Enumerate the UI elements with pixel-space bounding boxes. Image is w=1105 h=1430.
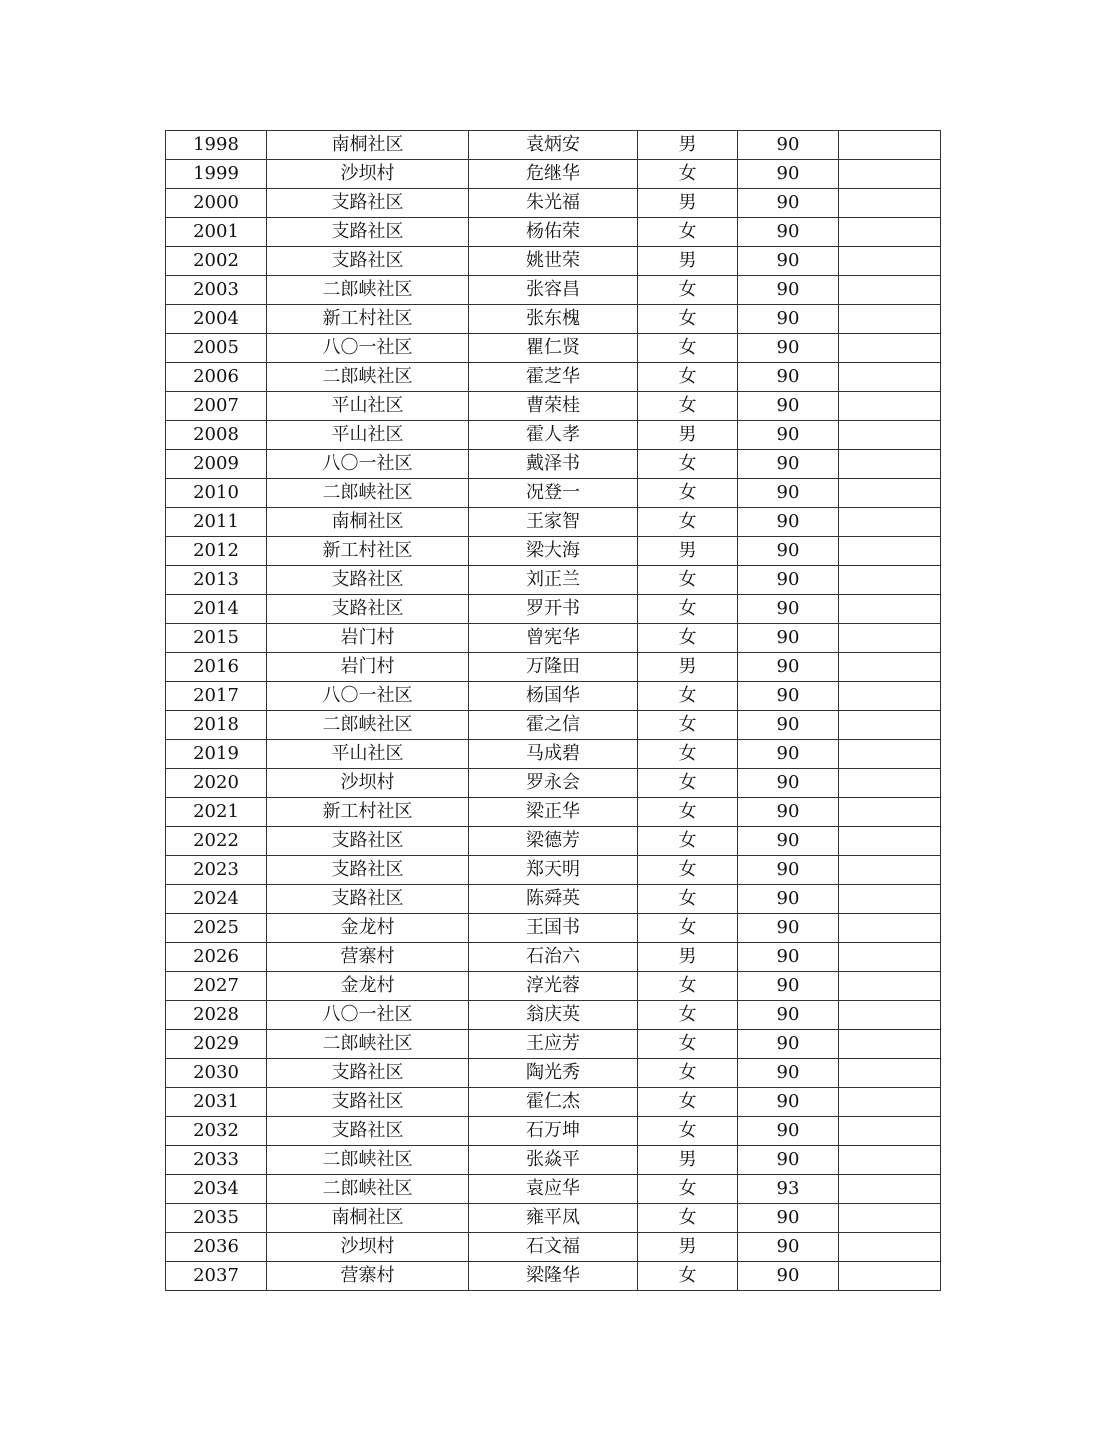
cell-community: 新工村社区 bbox=[267, 798, 469, 827]
cell-gender: 女 bbox=[638, 1059, 738, 1088]
cell-remark bbox=[839, 798, 941, 827]
cell-name: 万隆田 bbox=[469, 653, 638, 682]
cell-community: 沙坝村 bbox=[267, 1233, 469, 1262]
cell-age: 90 bbox=[738, 218, 839, 247]
cell-number: 2002 bbox=[166, 247, 267, 276]
cell-community: 二郎峡社区 bbox=[267, 1146, 469, 1175]
cell-number: 2031 bbox=[166, 1088, 267, 1117]
cell-remark bbox=[839, 189, 941, 218]
cell-age: 90 bbox=[738, 566, 839, 595]
cell-age: 90 bbox=[738, 392, 839, 421]
table-row bbox=[166, 421, 941, 450]
cell-name: 梁正华 bbox=[469, 798, 638, 827]
cell-name: 张东槐 bbox=[469, 305, 638, 334]
cell-name: 梁大海 bbox=[469, 537, 638, 566]
cell-gender: 女 bbox=[638, 479, 738, 508]
cell-age: 90 bbox=[738, 537, 839, 566]
cell-gender: 女 bbox=[638, 1117, 738, 1146]
cell-remark bbox=[839, 421, 941, 450]
cell-name: 石万坤 bbox=[469, 1117, 638, 1146]
cell-name: 石文福 bbox=[469, 1233, 638, 1262]
cell-remark bbox=[839, 247, 941, 276]
cell-community: 支路社区 bbox=[267, 1059, 469, 1088]
cell-gender: 女 bbox=[638, 363, 738, 392]
table-row bbox=[166, 189, 941, 218]
table-row bbox=[166, 1175, 941, 1204]
cell-age: 90 bbox=[738, 247, 839, 276]
cell-number: 2005 bbox=[166, 334, 267, 363]
cell-remark bbox=[839, 769, 941, 798]
cell-community: 岩门村 bbox=[267, 653, 469, 682]
cell-name: 杨佑荣 bbox=[469, 218, 638, 247]
cell-age: 90 bbox=[738, 943, 839, 972]
cell-number: 2010 bbox=[166, 479, 267, 508]
cell-name: 王应芳 bbox=[469, 1030, 638, 1059]
cell-gender: 女 bbox=[638, 856, 738, 885]
cell-age: 90 bbox=[738, 682, 839, 711]
cell-number: 2032 bbox=[166, 1117, 267, 1146]
cell-age: 90 bbox=[738, 885, 839, 914]
cell-name: 霍人孝 bbox=[469, 421, 638, 450]
cell-remark bbox=[839, 131, 941, 160]
table-row bbox=[166, 972, 941, 1001]
cell-number: 2034 bbox=[166, 1175, 267, 1204]
cell-number: 2014 bbox=[166, 595, 267, 624]
cell-remark bbox=[839, 392, 941, 421]
table-row bbox=[166, 1146, 941, 1175]
cell-remark bbox=[839, 943, 941, 972]
cell-remark bbox=[839, 1146, 941, 1175]
cell-remark bbox=[839, 363, 941, 392]
cell-gender: 男 bbox=[638, 1233, 738, 1262]
cell-age: 90 bbox=[738, 595, 839, 624]
cell-number: 2035 bbox=[166, 1204, 267, 1233]
cell-name: 淳光蓉 bbox=[469, 972, 638, 1001]
table-row bbox=[166, 711, 941, 740]
table-row bbox=[166, 682, 941, 711]
cell-age: 90 bbox=[738, 160, 839, 189]
cell-gender: 女 bbox=[638, 1001, 738, 1030]
cell-gender: 男 bbox=[638, 537, 738, 566]
cell-number: 2033 bbox=[166, 1146, 267, 1175]
cell-number: 2020 bbox=[166, 769, 267, 798]
cell-gender: 男 bbox=[638, 1146, 738, 1175]
cell-number: 2001 bbox=[166, 218, 267, 247]
cell-gender: 女 bbox=[638, 769, 738, 798]
table-row bbox=[166, 1233, 941, 1262]
cell-community: 八〇一社区 bbox=[267, 334, 469, 363]
cell-remark bbox=[839, 334, 941, 363]
cell-age: 90 bbox=[738, 653, 839, 682]
cell-gender: 女 bbox=[638, 972, 738, 1001]
cell-name: 雍平凤 bbox=[469, 1204, 638, 1233]
cell-number: 2022 bbox=[166, 827, 267, 856]
cell-number: 2012 bbox=[166, 537, 267, 566]
cell-number: 1998 bbox=[166, 131, 267, 160]
cell-number: 2036 bbox=[166, 1233, 267, 1262]
cell-age: 90 bbox=[738, 334, 839, 363]
cell-age: 90 bbox=[738, 189, 839, 218]
cell-community: 支路社区 bbox=[267, 1088, 469, 1117]
cell-gender: 女 bbox=[638, 1030, 738, 1059]
cell-community: 二郎峡社区 bbox=[267, 479, 469, 508]
table-row bbox=[166, 740, 941, 769]
cell-number: 2023 bbox=[166, 856, 267, 885]
cell-community: 平山社区 bbox=[267, 740, 469, 769]
cell-remark bbox=[839, 827, 941, 856]
cell-age: 90 bbox=[738, 1117, 839, 1146]
cell-age: 90 bbox=[738, 131, 839, 160]
table-row bbox=[166, 653, 941, 682]
cell-number: 2011 bbox=[166, 508, 267, 537]
cell-remark bbox=[839, 450, 941, 479]
cell-community: 八〇一社区 bbox=[267, 682, 469, 711]
cell-gender: 女 bbox=[638, 1204, 738, 1233]
table-row bbox=[166, 276, 941, 305]
table-row bbox=[166, 827, 941, 856]
cell-age: 90 bbox=[738, 769, 839, 798]
table-row bbox=[166, 856, 941, 885]
cell-community: 沙坝村 bbox=[267, 160, 469, 189]
cell-community: 二郎峡社区 bbox=[267, 363, 469, 392]
cell-remark bbox=[839, 305, 941, 334]
table-row bbox=[166, 160, 941, 189]
cell-community: 平山社区 bbox=[267, 392, 469, 421]
table-row bbox=[166, 247, 941, 276]
table-row bbox=[166, 131, 941, 160]
cell-name: 郑天明 bbox=[469, 856, 638, 885]
cell-number: 2000 bbox=[166, 189, 267, 218]
cell-gender: 女 bbox=[638, 1088, 738, 1117]
cell-gender: 女 bbox=[638, 914, 738, 943]
cell-name: 王家智 bbox=[469, 508, 638, 537]
table-row bbox=[166, 624, 941, 653]
cell-age: 90 bbox=[738, 1030, 839, 1059]
table-row bbox=[166, 1262, 941, 1291]
cell-age: 90 bbox=[738, 1001, 839, 1030]
cell-age: 90 bbox=[738, 914, 839, 943]
cell-remark bbox=[839, 479, 941, 508]
cell-age: 90 bbox=[738, 450, 839, 479]
cell-name: 刘正兰 bbox=[469, 566, 638, 595]
cell-name: 王国书 bbox=[469, 914, 638, 943]
cell-age: 90 bbox=[738, 711, 839, 740]
cell-gender: 女 bbox=[638, 827, 738, 856]
cell-name: 霍之信 bbox=[469, 711, 638, 740]
cell-community: 营寨村 bbox=[267, 943, 469, 972]
cell-remark bbox=[839, 1262, 941, 1291]
cell-community: 南桐社区 bbox=[267, 131, 469, 160]
cell-name: 马成碧 bbox=[469, 740, 638, 769]
table-row bbox=[166, 885, 941, 914]
cell-gender: 女 bbox=[638, 711, 738, 740]
cell-gender: 男 bbox=[638, 421, 738, 450]
cell-remark bbox=[839, 1030, 941, 1059]
cell-age: 93 bbox=[738, 1175, 839, 1204]
cell-number: 2024 bbox=[166, 885, 267, 914]
cell-gender: 女 bbox=[638, 160, 738, 189]
cell-number: 2006 bbox=[166, 363, 267, 392]
cell-age: 90 bbox=[738, 1233, 839, 1262]
cell-number: 2021 bbox=[166, 798, 267, 827]
cell-gender: 女 bbox=[638, 276, 738, 305]
cell-number: 2027 bbox=[166, 972, 267, 1001]
cell-community: 二郎峡社区 bbox=[267, 1030, 469, 1059]
cell-number: 2015 bbox=[166, 624, 267, 653]
table-row bbox=[166, 1204, 941, 1233]
cell-community: 新工村社区 bbox=[267, 305, 469, 334]
cell-number: 2004 bbox=[166, 305, 267, 334]
cell-name: 曹荣桂 bbox=[469, 392, 638, 421]
cell-number: 2025 bbox=[166, 914, 267, 943]
cell-community: 支路社区 bbox=[267, 595, 469, 624]
cell-age: 90 bbox=[738, 276, 839, 305]
cell-age: 90 bbox=[738, 798, 839, 827]
cell-gender: 女 bbox=[638, 798, 738, 827]
cell-name: 陈舜英 bbox=[469, 885, 638, 914]
cell-community: 支路社区 bbox=[267, 189, 469, 218]
cell-remark bbox=[839, 856, 941, 885]
cell-remark bbox=[839, 1088, 941, 1117]
cell-remark bbox=[839, 1175, 941, 1204]
cell-number: 2017 bbox=[166, 682, 267, 711]
cell-community: 支路社区 bbox=[267, 247, 469, 276]
cell-community: 八〇一社区 bbox=[267, 450, 469, 479]
table-row bbox=[166, 1030, 941, 1059]
cell-number: 2003 bbox=[166, 276, 267, 305]
cell-remark bbox=[839, 1204, 941, 1233]
cell-gender: 女 bbox=[638, 682, 738, 711]
cell-number: 2013 bbox=[166, 566, 267, 595]
cell-gender: 女 bbox=[638, 450, 738, 479]
cell-remark bbox=[839, 711, 941, 740]
roster-table bbox=[165, 130, 941, 1291]
cell-gender: 女 bbox=[638, 740, 738, 769]
cell-gender: 女 bbox=[638, 305, 738, 334]
table-row bbox=[166, 1117, 941, 1146]
cell-name: 陶光秀 bbox=[469, 1059, 638, 1088]
table-row bbox=[166, 218, 941, 247]
cell-gender: 女 bbox=[638, 885, 738, 914]
table-row bbox=[166, 1001, 941, 1030]
cell-number: 2018 bbox=[166, 711, 267, 740]
cell-number: 2008 bbox=[166, 421, 267, 450]
cell-name: 瞿仁贤 bbox=[469, 334, 638, 363]
cell-remark bbox=[839, 682, 941, 711]
cell-community: 营寨村 bbox=[267, 1262, 469, 1291]
cell-number: 2030 bbox=[166, 1059, 267, 1088]
cell-number: 2026 bbox=[166, 943, 267, 972]
cell-community: 八〇一社区 bbox=[267, 1001, 469, 1030]
table-row bbox=[166, 769, 941, 798]
cell-remark bbox=[839, 1001, 941, 1030]
cell-remark bbox=[839, 885, 941, 914]
cell-name: 霍仁杰 bbox=[469, 1088, 638, 1117]
cell-remark bbox=[839, 914, 941, 943]
cell-age: 90 bbox=[738, 305, 839, 334]
cell-remark bbox=[839, 276, 941, 305]
cell-name: 梁隆华 bbox=[469, 1262, 638, 1291]
cell-name: 梁德芳 bbox=[469, 827, 638, 856]
cell-community: 新工村社区 bbox=[267, 537, 469, 566]
cell-age: 90 bbox=[738, 363, 839, 392]
cell-remark bbox=[839, 1117, 941, 1146]
table-row bbox=[166, 798, 941, 827]
cell-remark bbox=[839, 1059, 941, 1088]
cell-gender: 女 bbox=[638, 334, 738, 363]
table-row bbox=[166, 537, 941, 566]
cell-name: 危继华 bbox=[469, 160, 638, 189]
cell-name: 罗永会 bbox=[469, 769, 638, 798]
cell-community: 二郎峡社区 bbox=[267, 1175, 469, 1204]
table-row bbox=[166, 479, 941, 508]
table-row bbox=[166, 392, 941, 421]
cell-name: 袁炳安 bbox=[469, 131, 638, 160]
cell-remark bbox=[839, 160, 941, 189]
cell-remark bbox=[839, 972, 941, 1001]
cell-name: 张容昌 bbox=[469, 276, 638, 305]
cell-community: 沙坝村 bbox=[267, 769, 469, 798]
cell-name: 况登一 bbox=[469, 479, 638, 508]
cell-community: 平山社区 bbox=[267, 421, 469, 450]
cell-gender: 男 bbox=[638, 943, 738, 972]
cell-remark bbox=[839, 508, 941, 537]
cell-remark bbox=[839, 218, 941, 247]
table-row bbox=[166, 305, 941, 334]
cell-name: 翁庆英 bbox=[469, 1001, 638, 1030]
cell-community: 金龙村 bbox=[267, 914, 469, 943]
table-row bbox=[166, 334, 941, 363]
cell-name: 张焱平 bbox=[469, 1146, 638, 1175]
cell-age: 90 bbox=[738, 856, 839, 885]
cell-name: 朱光福 bbox=[469, 189, 638, 218]
cell-gender: 女 bbox=[638, 566, 738, 595]
cell-age: 90 bbox=[738, 827, 839, 856]
cell-gender: 女 bbox=[638, 218, 738, 247]
cell-gender: 女 bbox=[638, 1262, 738, 1291]
cell-gender: 女 bbox=[638, 392, 738, 421]
cell-community: 支路社区 bbox=[267, 218, 469, 247]
cell-name: 戴泽书 bbox=[469, 450, 638, 479]
cell-community: 岩门村 bbox=[267, 624, 469, 653]
cell-community: 二郎峡社区 bbox=[267, 276, 469, 305]
cell-age: 90 bbox=[738, 740, 839, 769]
table-row bbox=[166, 508, 941, 537]
cell-age: 90 bbox=[738, 1059, 839, 1088]
cell-name: 曾宪华 bbox=[469, 624, 638, 653]
cell-age: 90 bbox=[738, 421, 839, 450]
cell-age: 90 bbox=[738, 624, 839, 653]
cell-age: 90 bbox=[738, 1146, 839, 1175]
cell-number: 2019 bbox=[166, 740, 267, 769]
cell-gender: 女 bbox=[638, 595, 738, 624]
cell-gender: 女 bbox=[638, 1175, 738, 1204]
cell-name: 杨国华 bbox=[469, 682, 638, 711]
cell-community: 支路社区 bbox=[267, 885, 469, 914]
cell-community: 南桐社区 bbox=[267, 508, 469, 537]
cell-age: 90 bbox=[738, 972, 839, 1001]
table-row bbox=[166, 1088, 941, 1117]
cell-remark bbox=[839, 624, 941, 653]
cell-community: 金龙村 bbox=[267, 972, 469, 1001]
roster-table-body bbox=[166, 131, 941, 1291]
cell-name: 罗开书 bbox=[469, 595, 638, 624]
cell-number: 2028 bbox=[166, 1001, 267, 1030]
table-row bbox=[166, 595, 941, 624]
cell-remark bbox=[839, 595, 941, 624]
cell-age: 90 bbox=[738, 1204, 839, 1233]
cell-community: 支路社区 bbox=[267, 856, 469, 885]
cell-name: 姚世荣 bbox=[469, 247, 638, 276]
cell-number: 2029 bbox=[166, 1030, 267, 1059]
table-row bbox=[166, 1059, 941, 1088]
cell-gender: 女 bbox=[638, 624, 738, 653]
cell-remark bbox=[839, 537, 941, 566]
table-row bbox=[166, 566, 941, 595]
cell-remark bbox=[839, 566, 941, 595]
cell-number: 2007 bbox=[166, 392, 267, 421]
cell-number: 2009 bbox=[166, 450, 267, 479]
table-row bbox=[166, 363, 941, 392]
cell-gender: 男 bbox=[638, 131, 738, 160]
cell-remark bbox=[839, 653, 941, 682]
cell-community: 支路社区 bbox=[267, 1117, 469, 1146]
cell-gender: 男 bbox=[638, 653, 738, 682]
cell-name: 霍芝华 bbox=[469, 363, 638, 392]
cell-community: 支路社区 bbox=[267, 566, 469, 595]
cell-gender: 男 bbox=[638, 189, 738, 218]
cell-age: 90 bbox=[738, 479, 839, 508]
cell-gender: 女 bbox=[638, 508, 738, 537]
cell-gender: 男 bbox=[638, 247, 738, 276]
cell-community: 二郎峡社区 bbox=[267, 711, 469, 740]
cell-age: 90 bbox=[738, 1262, 839, 1291]
cell-remark bbox=[839, 1233, 941, 1262]
cell-name: 石治六 bbox=[469, 943, 638, 972]
cell-number: 1999 bbox=[166, 160, 267, 189]
cell-age: 90 bbox=[738, 1088, 839, 1117]
cell-age: 90 bbox=[738, 508, 839, 537]
table-row bbox=[166, 450, 941, 479]
cell-community: 南桐社区 bbox=[267, 1204, 469, 1233]
cell-name: 袁应华 bbox=[469, 1175, 638, 1204]
cell-number: 2016 bbox=[166, 653, 267, 682]
table-row bbox=[166, 914, 941, 943]
cell-remark bbox=[839, 740, 941, 769]
table-row bbox=[166, 943, 941, 972]
cell-community: 支路社区 bbox=[267, 827, 469, 856]
cell-number: 2037 bbox=[166, 1262, 267, 1291]
